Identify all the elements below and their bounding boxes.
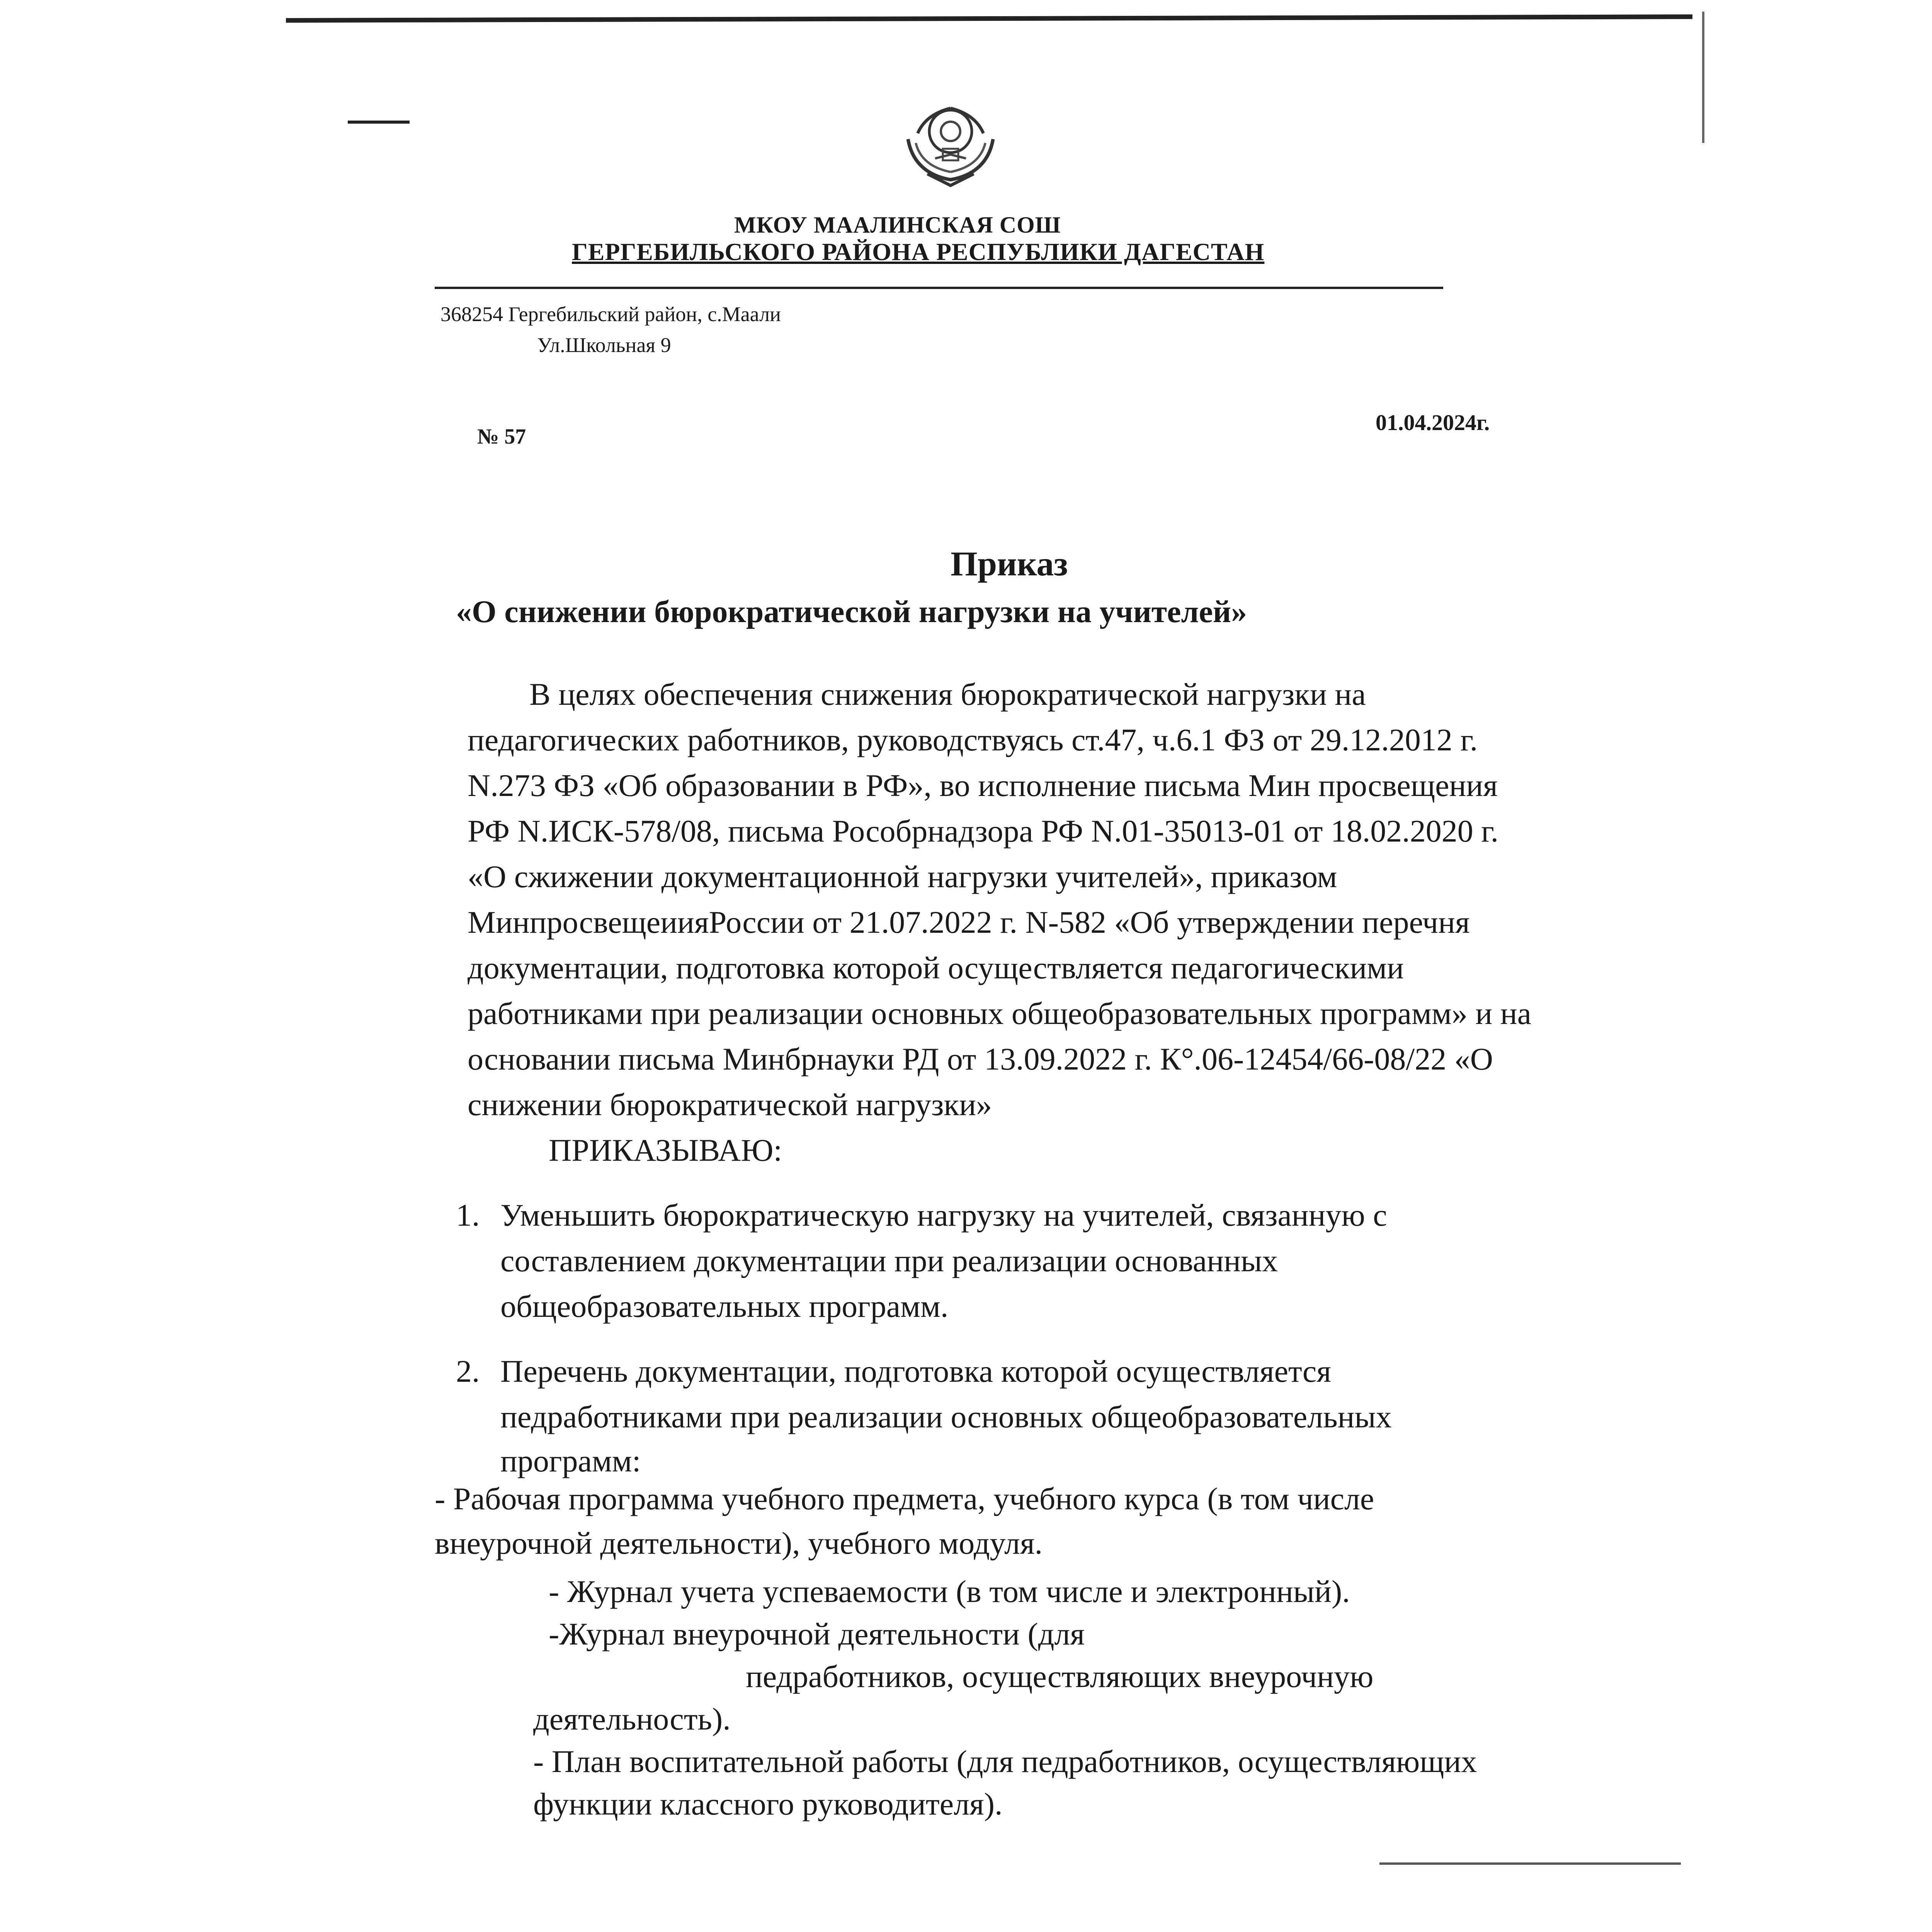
preamble-line: «О сжижении документационной нагрузки учителей», приказом xyxy=(468,859,1337,894)
item-line: составлением документации при реализации основанных xyxy=(500,1243,1278,1278)
preamble-line: снижении бюрократической нагрузки» xyxy=(468,1087,992,1122)
preamble-line: МинпросвещеиияРоссии от 21.07.2022 г. N-582 «Об утверждении перечня xyxy=(468,905,1470,940)
list-item: - Журнал учета успеваемости (в том числе и электронный). xyxy=(549,1574,1350,1609)
preamble-line: работниками при реализации основных общеобразовательных программ» и на xyxy=(468,996,1532,1031)
list-item: - Рабочая программа учебного предмета, учебного курса (в том числе xyxy=(435,1481,1374,1516)
document-subject: «О снижении бюрократической нагрузки на учителей» xyxy=(456,594,1247,629)
list-item: педработников, осуществляющих внеурочную xyxy=(746,1659,1374,1694)
item-line: Уменьшить бюрократическую нагрузку на учителей, связанную с xyxy=(500,1197,1387,1233)
order-word: ПРИКАЗЫВАЮ: xyxy=(549,1133,782,1168)
document-title: Приказ xyxy=(951,545,1068,583)
org-name-line2: ГЕРГЕБИЛЬСКОГО РАЙОНА РЕСПУБЛИКИ ДАГЕСТАН xyxy=(572,238,1265,265)
item-line: общеобразовательных программ. xyxy=(500,1289,949,1324)
preamble-line: В целях обеспечения снижения бюрократической нагрузки на xyxy=(529,677,1366,712)
coat-of-arms-icon xyxy=(877,97,1024,193)
preamble-line: N.273 ФЗ «Об образовании в РФ», во исполнение письма Мин просвещения xyxy=(468,768,1498,803)
preamble-line: документации, подготовка которой осуществляется педагогическими xyxy=(468,950,1404,985)
item-number: 2. xyxy=(456,1354,480,1389)
org-name-line1: МКОУ МААЛИНСКАЯ СОШ xyxy=(734,212,1061,238)
item-line: Перечень документации, подготовка которой осуществляется xyxy=(500,1354,1331,1389)
header-divider xyxy=(435,287,1443,289)
item-line: программ: xyxy=(500,1443,641,1478)
right-edge-line xyxy=(1702,12,1704,143)
preamble-line: основании письма Минбрнауки РД от 13.09.2022 г. К°.06-12454/66-08/22 «О xyxy=(468,1041,1493,1077)
list-item: -Журнал внеурочной деятельности (для xyxy=(549,1616,1085,1651)
item-number: 1. xyxy=(456,1197,480,1233)
list-item: внеурочной деятельности), учебного модуля. xyxy=(435,1526,1043,1561)
list-item: деятельность). xyxy=(533,1701,731,1736)
order-date: 01.04.2024г. xyxy=(1376,410,1490,435)
left-short-line xyxy=(348,121,410,124)
preamble-line: РФ N.ИСК-578/08, письма Рособрнадзора РФ N.01-35013-01 от 18.02.2020 г. xyxy=(468,813,1499,849)
list-item: функции классного руководителя). xyxy=(533,1786,1003,1821)
list-item: - План воспитательной работы (для педработников, осуществляющих xyxy=(533,1744,1477,1779)
preamble-line: педагогических работников, руководствуясь ст.47, ч.6.1 ФЗ от 29.12.2012 г. xyxy=(468,722,1478,757)
top-scan-line xyxy=(286,14,1692,23)
order-number: № 57 xyxy=(477,425,526,449)
page-break-line xyxy=(1379,1862,1681,1865)
address-line1: 368254 Гергебильский район, с.Маали xyxy=(440,303,781,326)
address-line2: Ул.Школьная 9 xyxy=(537,333,671,357)
item-line: педработниками при реализации основных общеобразовательных xyxy=(500,1399,1392,1434)
